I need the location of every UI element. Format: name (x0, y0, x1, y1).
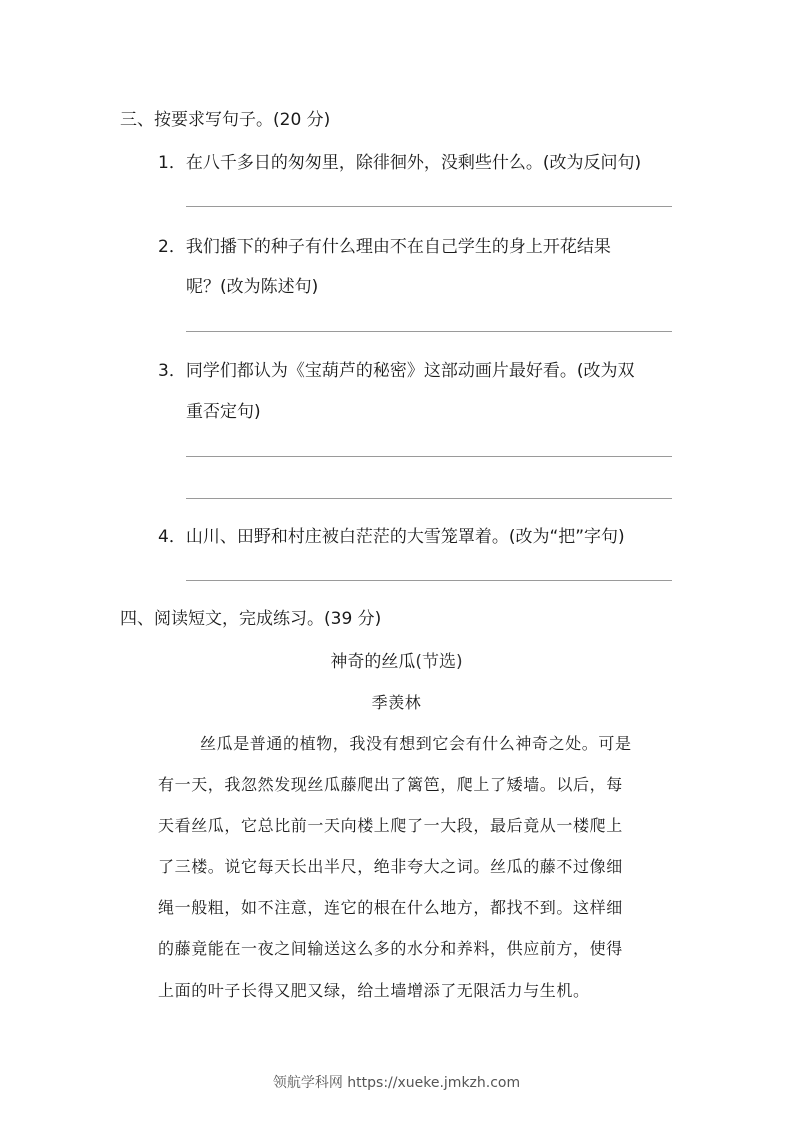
question-3-line-1: 3．同学们都认为《宝葫芦的秘密》这部动画片最好看。(改为双 (158, 361, 635, 381)
answer-line-2[interactable] (186, 331, 672, 332)
question-4: 4．山川、田野和村庄被白茫茫的大雪笼罩着。(改为“把”字句) (158, 527, 625, 547)
section-3-heading: 三、按要求写句子。(20 分) (120, 110, 331, 130)
article-line: 的藤竟能在一夜之间输送这么多的水分和养料，供应前方，使得 (158, 939, 623, 958)
answer-line-4[interactable] (186, 580, 672, 581)
answer-line-1[interactable] (186, 206, 672, 207)
article-line: 上面的叶子长得又肥又绿，给土墙增添了无限活力与生机。 (158, 981, 590, 1000)
question-2-line-2: 呢？(改为陈述句) (186, 277, 319, 297)
question-2-line-1: 2．我们播下的种子有什么理由不在自己学生的身上开花结果 (158, 237, 611, 257)
question-3-line-2: 重否定句) (186, 402, 261, 422)
answer-line-3b[interactable] (186, 498, 672, 499)
article-title-row (0, 647, 793, 672)
article-line: 绳一般粗，如不注意，连它的根在什么地方，都找不到。这样细 (158, 898, 623, 917)
section-4-heading: 四、阅读短文，完成练习。(39 分) (120, 609, 382, 629)
footer-watermark: 领航学科网 https://xueke.jmkzh.com (272, 1075, 521, 1091)
article-line: 天看丝瓜，它总比前一天向楼上爬了一大段，最后竟从一楼爬上 (158, 816, 623, 835)
article-line: 有一天，我忽然发现丝瓜藤爬出了篱笆，爬上了矮墙。以后，每 (158, 775, 623, 794)
answer-line-3a[interactable] (186, 456, 672, 457)
article-author: 季羡林 (371, 693, 422, 712)
article-line: 了三楼。说它每天长出半尺，绝非夸大之词。丝瓜的藤不过像细 (158, 857, 623, 876)
article-title-note: (节选) (415, 652, 463, 672)
article-line: 丝瓜是普通的植物，我没有想到它会有什么神奇之处。可是 (200, 734, 632, 753)
article-title: 神奇的丝瓜 (330, 652, 416, 672)
question-1: 1．在八千多日的匆匆里，除徘徊外，没剩些什么。(改为反问句) (158, 153, 642, 173)
